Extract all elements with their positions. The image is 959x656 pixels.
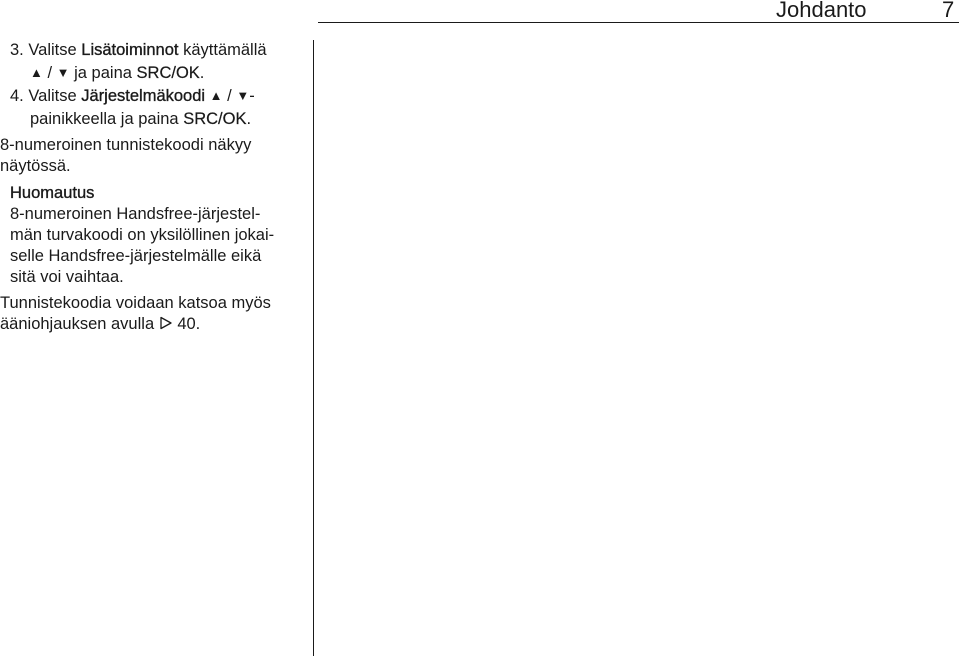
- arrow-up-icon: ▲: [209, 88, 223, 103]
- slash: /: [227, 87, 232, 105]
- key-label: SRC/OK: [136, 64, 200, 82]
- step-number: 3.: [10, 41, 24, 59]
- closing-line-2: [0, 314, 200, 334]
- header-rule: [318, 22, 959, 23]
- menu-term: Järjestelmäkoodi: [81, 87, 206, 105]
- step-text: Valitse: [28, 87, 77, 105]
- period: .: [199, 64, 205, 82]
- step-text: käyttämällä: [183, 41, 267, 59]
- note-line-2: män turvakoodi on yksilöllinen jokai-: [10, 226, 275, 244]
- menu-term: Lisätoiminnot: [81, 41, 179, 59]
- result-line-2: näytössä.: [0, 157, 71, 175]
- arrow-down-icon: ▼: [236, 88, 250, 103]
- step-4-line-2: [30, 109, 251, 129]
- hyphen: -: [249, 87, 255, 105]
- page-header: [0, 0, 959, 24]
- period: .: [195, 315, 201, 333]
- page-number: 7: [942, 0, 955, 22]
- arrow-up-icon: ▲: [30, 65, 43, 80]
- reference-page-link[interactable]: 40: [177, 315, 196, 333]
- slash: /: [47, 64, 53, 82]
- column-divider: [313, 40, 314, 656]
- closing-line-1: Tunnistekoodia voidaan katsoa myös: [0, 294, 271, 312]
- period: .: [246, 110, 252, 128]
- step-4-line-1: [10, 86, 255, 106]
- note-line-1: 8-numeroinen Handsfree-järjestel-: [10, 205, 261, 223]
- note-heading: Huomautus: [10, 184, 95, 202]
- step-3-line-2: [30, 63, 204, 83]
- step-3-line-1: [10, 40, 267, 60]
- step-text: painikkeella ja paina: [30, 110, 179, 128]
- step-number: 4.: [10, 87, 24, 105]
- page-reference-icon: [159, 316, 173, 330]
- key-label: SRC/OK: [183, 110, 247, 128]
- step-text: ja paina: [74, 64, 132, 82]
- closing-text: ääniohjauksen avulla: [0, 315, 155, 333]
- result-line-1: 8-numeroinen tunnistekoodi näkyy: [0, 136, 252, 154]
- arrow-down-icon: ▼: [56, 65, 70, 80]
- note-line-3: selle Handsfree-järjestelmälle eikä: [10, 247, 262, 265]
- note-line-4: sitä voi vaihtaa.: [10, 268, 124, 286]
- section-title: Johdanto: [776, 0, 867, 22]
- step-text: Valitse: [28, 41, 77, 59]
